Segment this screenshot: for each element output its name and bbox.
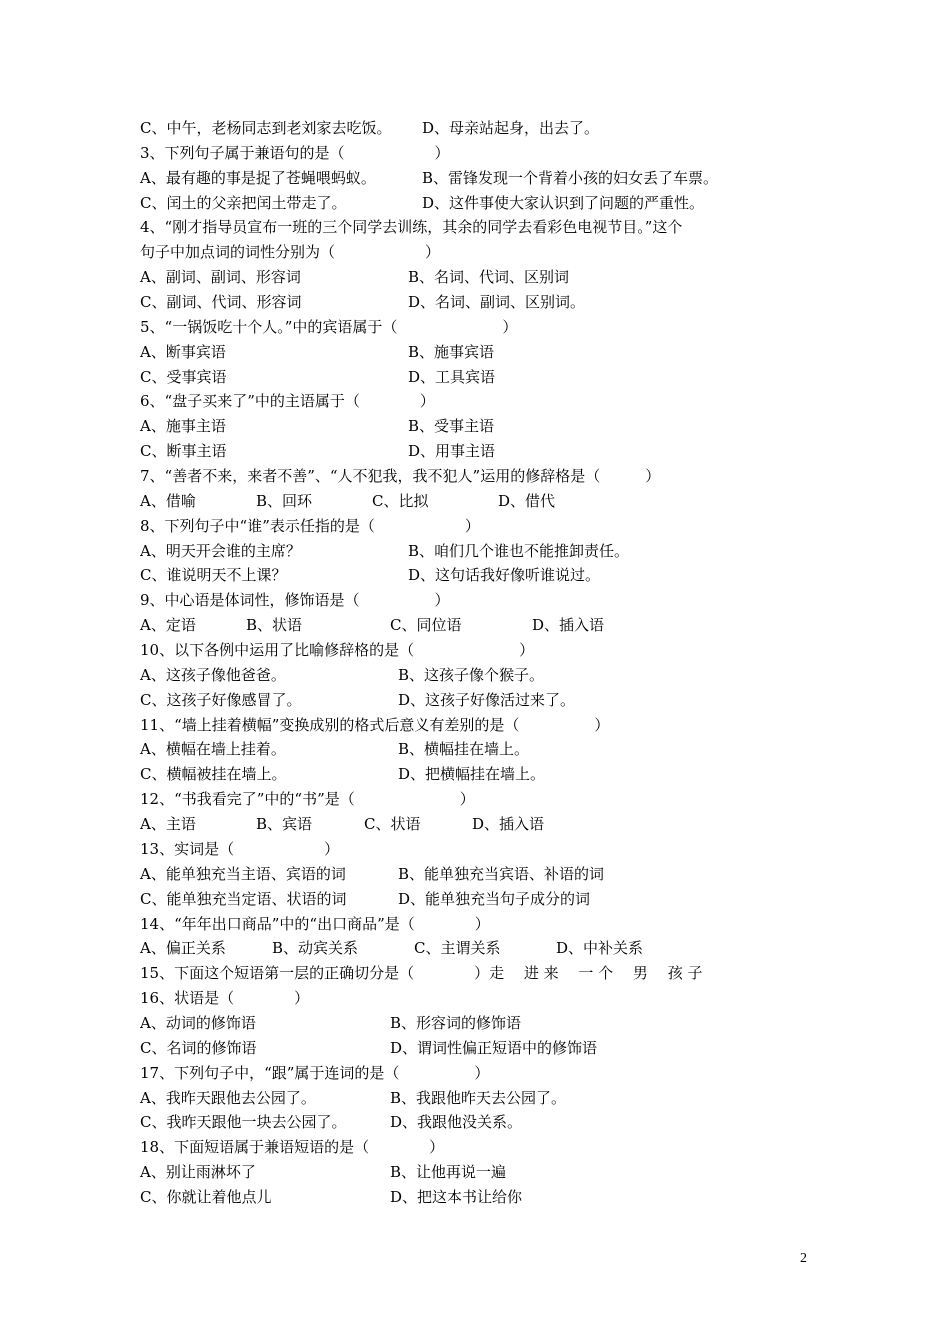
line-text: C、谁说明天不上课？ (140, 566, 287, 585)
option-text: D、插入语 (532, 616, 605, 635)
option-text: D、把横幅挂在墙上。 (398, 765, 546, 784)
line-text: C、受事宾语 (140, 367, 227, 386)
text-line (140, 265, 820, 290)
text-line (140, 389, 820, 414)
text-line (140, 539, 820, 564)
line-text: 11、“墙上挂着横幅”变换成别的格式后意义有差别的是（ ） (140, 715, 610, 734)
text-line (140, 290, 820, 315)
option-text: C、比拟 (372, 491, 429, 510)
option-text: D、插入语 (472, 815, 545, 834)
text-line (140, 1061, 820, 1086)
line-text: A、主语 (140, 815, 196, 834)
option-text: D、这件事使大家认识到了问题的严重性。 (422, 193, 705, 212)
option-text: B、让他再说一遍 (390, 1163, 507, 1182)
line-text: A、动词的修饰语 (140, 1013, 256, 1032)
option-text: B、名词、代词、区别词 (408, 268, 570, 287)
line-text: 8、下列句子中“谁”表示任指的是（ ） (140, 516, 480, 535)
text-line (140, 1160, 820, 1185)
line-text: 3、下列句子属于兼语句的是（ ） (140, 143, 450, 162)
text-line (140, 340, 820, 365)
text-line (140, 837, 820, 862)
line-text: C、中午，老杨同志到老刘家去吃饭。 (140, 119, 392, 137)
line-text: A、别让雨淋坏了 (140, 1163, 256, 1182)
text-line (140, 912, 820, 937)
text-line (140, 936, 820, 961)
text-line (140, 116, 820, 141)
line-text: C、断事主语 (140, 442, 227, 461)
option-text: D、借代 (498, 491, 556, 510)
text-line (140, 215, 820, 240)
line-text: C、闰土的父亲把闰土带走了。 (140, 193, 347, 212)
line-text: 4、“刚才指导员宣布一班的三个同学去训练，其余的同学去看彩色电视节目。”这个 (140, 218, 683, 237)
text-line (140, 489, 820, 514)
option-text: D、中补关系 (556, 939, 644, 958)
text-line (140, 737, 820, 762)
option-text: C、状语 (364, 815, 421, 834)
line-text: 10、以下各例中运用了比喻修辞格的是（ ） (140, 641, 535, 660)
line-text: 15、下面这个短语第一层的正确切分是（ ）走 进 来 一 个 男 孩 子 (140, 964, 703, 983)
text-line (140, 638, 820, 663)
text-line (140, 166, 820, 191)
line-text: C、副词、代词、形容词 (140, 293, 302, 312)
text-line (140, 1110, 820, 1135)
option-text: B、横幅挂在墙上。 (398, 740, 530, 759)
line-text: 18、下面短语属于兼语短语的是（ ） (140, 1138, 445, 1157)
line-text: 13、实词是（ ） (140, 839, 340, 858)
text-line (140, 862, 820, 887)
option-text: D、能单独充当句子成分的词 (398, 889, 591, 908)
line-text: A、借喻 (140, 491, 196, 510)
text-line (140, 365, 820, 390)
line-text: A、我昨天跟他去公园了。 (140, 1088, 316, 1107)
text-line (140, 787, 820, 812)
option-text: B、咱们几个谁也不能推卸责任。 (408, 541, 630, 560)
text-line (140, 141, 820, 166)
line-text: C、你就让着他点儿 (140, 1187, 272, 1206)
document-body (140, 116, 820, 1210)
option-text: D、母亲站起身，出去了。 (422, 119, 600, 137)
line-text: A、能单独充当主语、宾语的词 (140, 864, 346, 883)
line-text: A、施事主语 (140, 417, 226, 436)
option-text: D、这孩子好像活过来了。 (398, 690, 576, 709)
text-line (140, 1011, 820, 1036)
line-text: 6、“盘子买来了”中的主语属于（ ） (140, 392, 435, 411)
option-text: D、把这本书让给你 (390, 1187, 523, 1206)
line-text: 17、下列句子中，“跟”属于连词的是（ ） (140, 1063, 490, 1082)
text-line (140, 688, 820, 713)
line-text: 7、“善者不来，来者不善”、“人不犯我，我不犯人”运用的修辞格是（ ） (140, 467, 661, 486)
text-line (140, 588, 820, 613)
line-text: 14、“年年出口商品”中的“出口商品”是（ ） (140, 914, 490, 933)
text-line (140, 439, 820, 464)
line-text: A、断事宾语 (140, 342, 226, 361)
text-line (140, 563, 820, 588)
line-text: A、偏正关系 (140, 939, 226, 958)
text-line (140, 762, 820, 787)
text-line (140, 1135, 820, 1160)
option-text: B、形容词的修饰语 (390, 1013, 522, 1032)
option-text: B、回环 (256, 491, 313, 510)
text-line (140, 1185, 820, 1210)
line-text: C、这孩子好像感冒了。 (140, 690, 302, 709)
text-line (140, 1086, 820, 1111)
option-text: B、状语 (246, 616, 303, 635)
option-text: D、工具宾语 (408, 367, 496, 386)
line-text: C、能单独充当定语、状语的词 (140, 889, 347, 908)
line-text: 9、中心语是体词性，修饰语是（ ） (140, 591, 450, 610)
line-text: A、副词、副词、形容词 (140, 268, 301, 287)
option-text: B、动宾关系 (272, 939, 359, 958)
option-text: C、主谓关系 (414, 939, 501, 958)
page-number: 2 (800, 1251, 807, 1266)
option-text: B、受事主语 (408, 417, 495, 436)
line-text: 12、“书我看完了”中的“书”是（ ） (140, 790, 475, 809)
text-line (140, 464, 820, 489)
text-line (140, 887, 820, 912)
line-text: C、我昨天跟他一块去公园了。 (140, 1113, 347, 1132)
option-text: D、这句话我好像听谁说过。 (408, 566, 601, 585)
option-text: D、我跟他没关系。 (390, 1113, 523, 1132)
line-text: A、最有趣的事是捉了苍蝇喂蚂蚁。 (140, 168, 376, 187)
text-line (140, 986, 820, 1011)
text-line (140, 315, 820, 340)
line-text: C、名词的修饰语 (140, 1038, 257, 1057)
text-line (140, 191, 820, 216)
text-line (140, 240, 820, 265)
option-text: C、同位语 (390, 616, 462, 635)
option-text: D、用事主语 (408, 442, 496, 461)
text-line (140, 812, 820, 837)
line-text: A、横幅在墙上挂着。 (140, 740, 286, 759)
text-line (140, 663, 820, 688)
line-text: 5、“一锅饭吃十个人。”中的宾语属于（ ） (140, 317, 518, 336)
text-line (140, 713, 820, 738)
text-line (140, 514, 820, 539)
option-text: D、名词、副词、区别词。 (408, 293, 586, 312)
line-text: A、定语 (140, 616, 196, 635)
option-text: B、宾语 (256, 815, 313, 834)
line-text: A、明天开会谁的主席？ (140, 541, 301, 560)
option-text: B、我跟他昨天去公园了。 (390, 1088, 567, 1107)
option-text: B、这孩子像个猴子。 (398, 665, 545, 684)
line-text: 句子中加点词的词性分别为（ ） (140, 243, 441, 262)
line-text: 16、状语是（ ） (140, 989, 310, 1008)
line-text: A、这孩子像他爸爸。 (140, 665, 286, 684)
option-text: B、施事宾语 (408, 342, 495, 361)
text-line (140, 961, 820, 986)
option-text: D、谓词性偏正短语中的修饰语 (390, 1038, 598, 1057)
option-text: B、雷锋发现一个背着小孩的妇女丢了车票。 (422, 168, 719, 187)
text-line (140, 414, 820, 439)
text-line (140, 1036, 820, 1061)
option-text: B、能单独充当宾语、补语的词 (398, 864, 605, 883)
line-text: C、横幅被挂在墙上。 (140, 765, 287, 784)
text-line (140, 613, 820, 638)
